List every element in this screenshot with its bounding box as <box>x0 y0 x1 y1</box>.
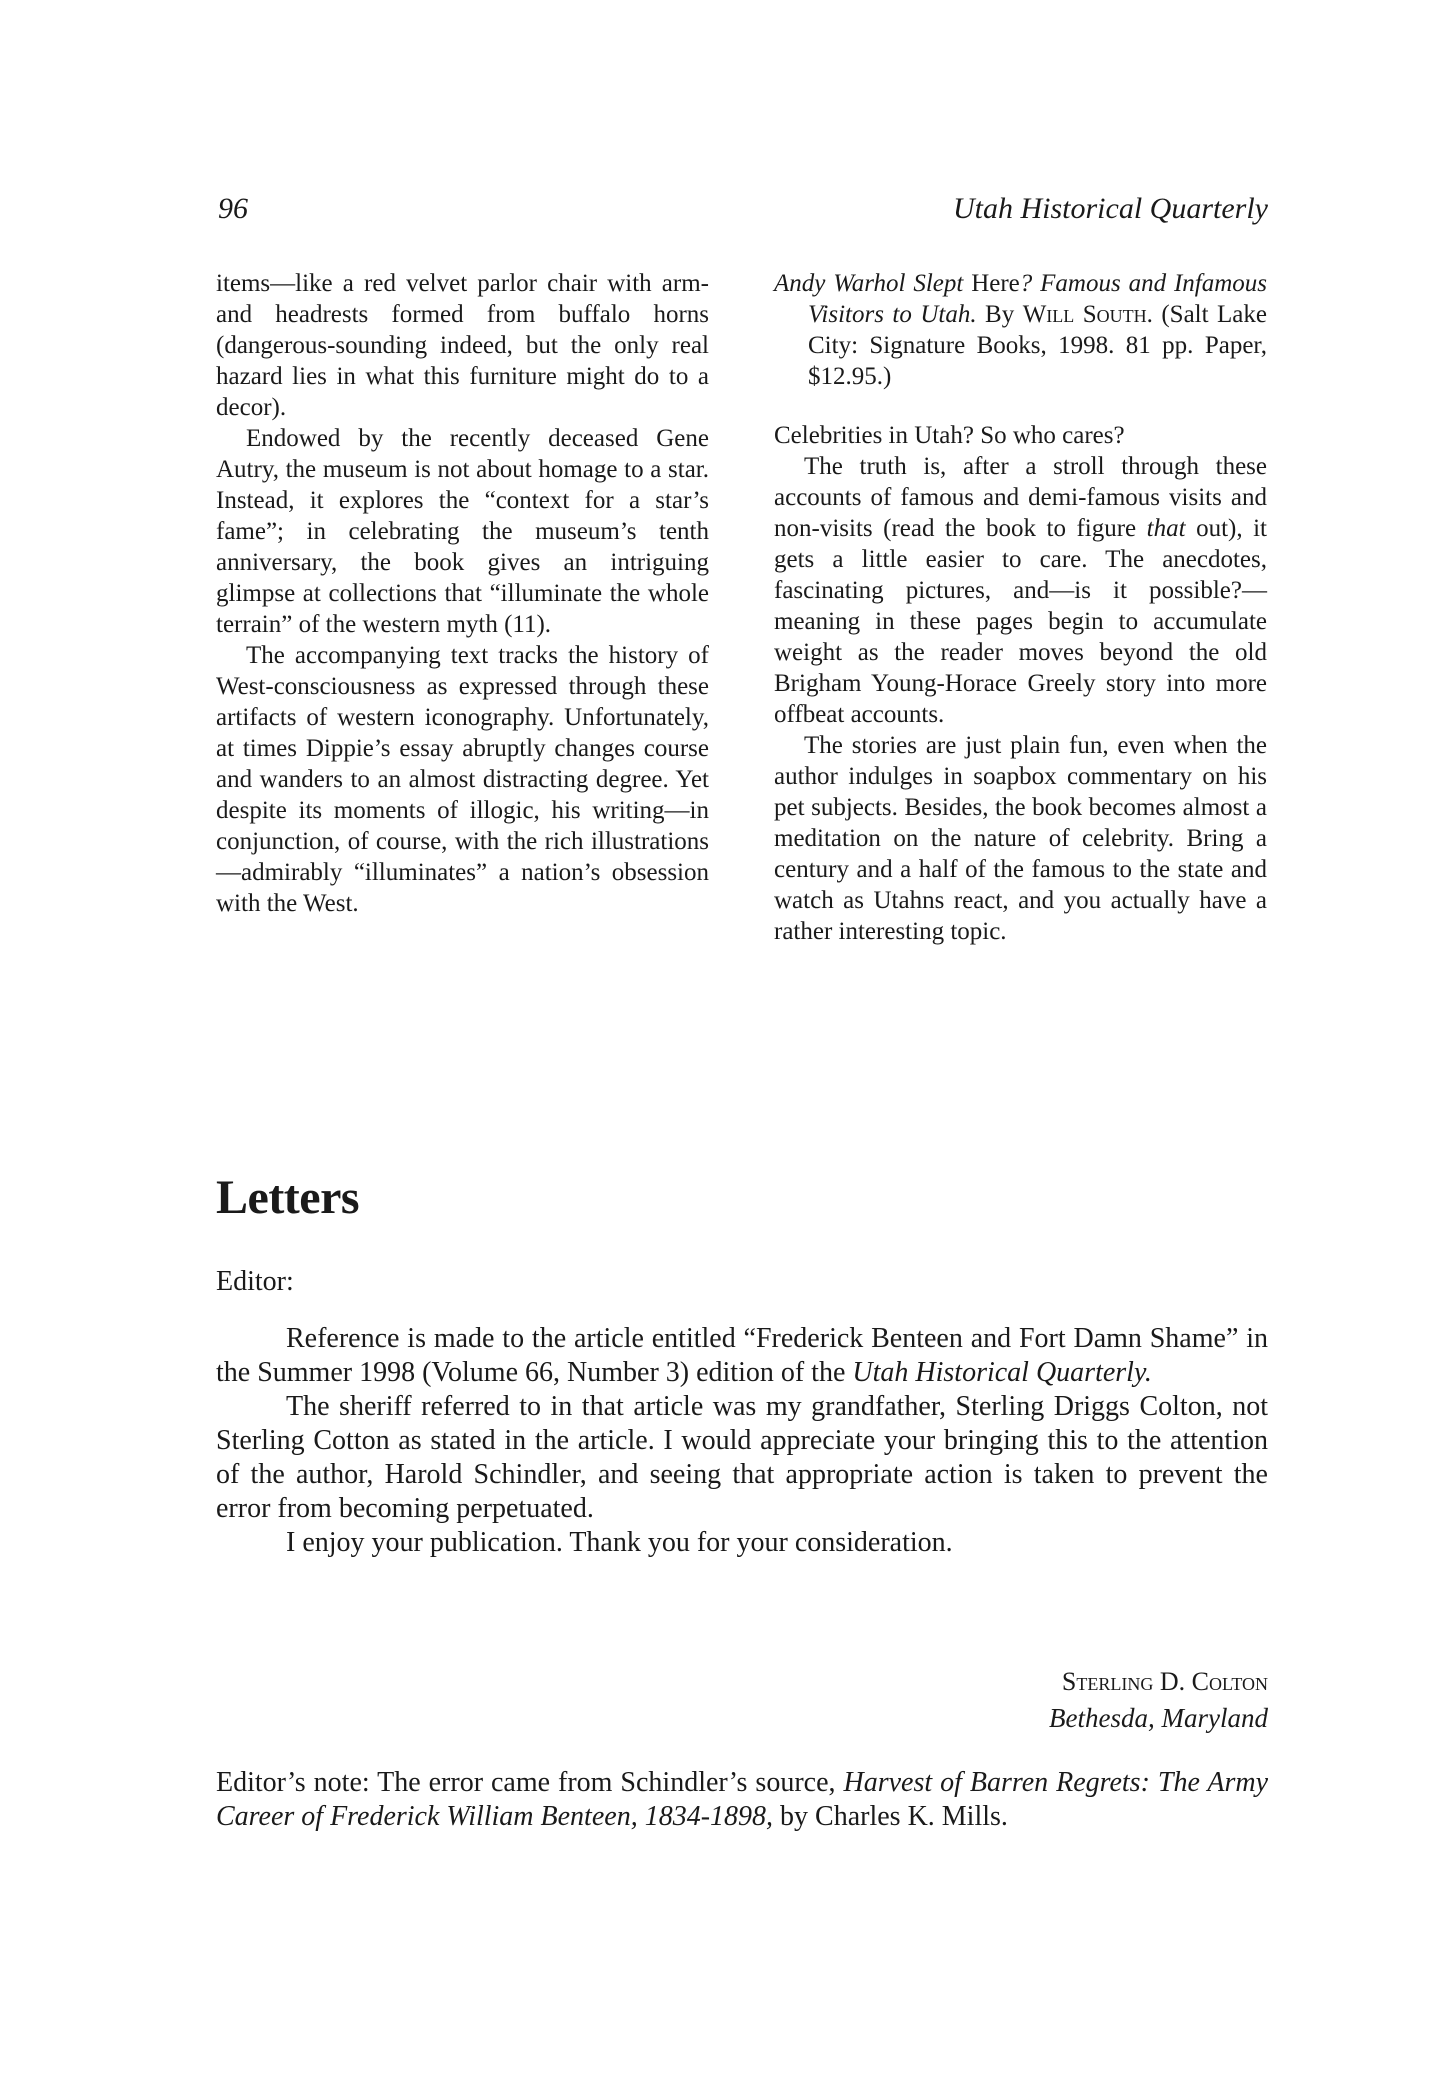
editor-note-text: Editor’s note: The error came from Schindler’s source, <box>216 1767 844 1798</box>
right-paragraph-2 <box>774 451 1267 730</box>
left-paragraph-2: Endowed by the recently deceased Gene Autry, the museum is not about homage to a star. Instead, it explores the “context for a star’s fame”; in celebrating the museum’s tenth anniversary, the book gives an intriguing glimpse at collections that “illuminate the whole terrain” of the western myth (11). <box>216 425 709 638</box>
running-head-journal-title: Utah Historical Quarterly <box>953 192 1268 225</box>
letter-journal-title: Utah Historical Quarterly. <box>852 1357 1152 1388</box>
book-title-part2: ? Famous and Infamous Visitors to Utah. <box>808 270 1268 328</box>
book-citation <box>774 268 1267 392</box>
book-title-here: Here <box>963 270 1020 297</box>
right-paragraph-3: The stories are just plain fun, even when the author indulges in soapbox commentary on his pet subjects. Besides, the book becomes almost a meditation on the nature of celebrity. Bring a century and a half of the famous to the state and watch as Utahns react, and you actually have a rather interesting topic. <box>774 732 1267 945</box>
letter-paragraph-3: I enjoy your publication. Thank you for your consideration. <box>286 1527 953 1558</box>
right-paragraph-2-emphasis: that <box>1146 515 1186 542</box>
letter-paragraph-2: The sheriff referred to in that article was my grandfather, Sterling Driggs Colton, not Sterling Cotton as stated in the article. I would appreciate your bringing this to the attention of the author, Harold Schindler, and seeing that appropriate action is taken to prevent the error from becoming perpetuated. <box>216 1391 1268 1524</box>
signature-name: Sterling D. Colton <box>1061 1667 1268 1696</box>
letter-body <box>216 1322 1268 1560</box>
letter-signature <box>1049 1664 1268 1736</box>
right-paragraph-2-end: out), it gets a little easier to care. The anecdotes, fascinating pictures, and—is it possible?—meaning in these pages begin to accumulate weight as the reader moves beyond the old Brigham Young-Horace Greely story into more offbeat accounts. <box>774 515 1267 728</box>
page-number: 96 <box>218 192 248 225</box>
signature-location: Bethesda, Maryland <box>1049 1703 1268 1733</box>
left-paragraph-1: items—like a red velvet parlor chair with arm- and headrests formed from buffalo horns (dangerous-sounding indeed, but the only real hazard lies in what this furniture might do to a decor). <box>216 270 709 421</box>
left-column <box>216 268 709 919</box>
book-author: Will South. <box>1022 301 1153 328</box>
book-publication: (Salt Lake City: Signature Books, 1998. 81 pp. Paper, $12.95.) <box>808 301 1267 390</box>
letter-paragraph-1 <box>216 1322 1268 1390</box>
left-paragraph-3: The accompanying text tracks the history of West-consciousness as expressed through these artifacts of western iconography. Unfortunately, at times Dippie’s essay abruptly changes course and wanders to an almost distracting degree. Yet despite its moments of illogic, his writing—in conjunction, of course, with the rich illustrations—admirably “illuminates” a nation’s obsession with the West. <box>216 642 709 917</box>
right-paragraph-1: Celebrities in Utah? So who cares? <box>774 422 1125 449</box>
letter-salutation: Editor: <box>216 1266 294 1297</box>
book-title-part1: Andy Warhol Slept <box>774 270 964 297</box>
letters-heading: Letters <box>216 1171 360 1224</box>
right-paragraph-2-start: The truth is, after a stroll through these accounts of famous and demi-famous visits and non-visits (read the book to figure <box>774 453 1267 542</box>
editor-note-source-title: Harvest of Barren Regrets: The Army Career of Frederick William Benteen, 1834-1898, <box>216 1767 1268 1832</box>
book-by: By <box>976 301 1023 328</box>
letter-paragraph-1-text: Reference is made to the article entitled “Frederick Benteen and Fort Damn Shame” in the Summer 1998 (Volume 66, Number 3) edition of the <box>216 1323 1268 1388</box>
right-column <box>774 268 1267 947</box>
editor-note <box>216 1766 1268 1834</box>
editor-note-author: by Charles K. Mills. <box>773 1801 1008 1832</box>
